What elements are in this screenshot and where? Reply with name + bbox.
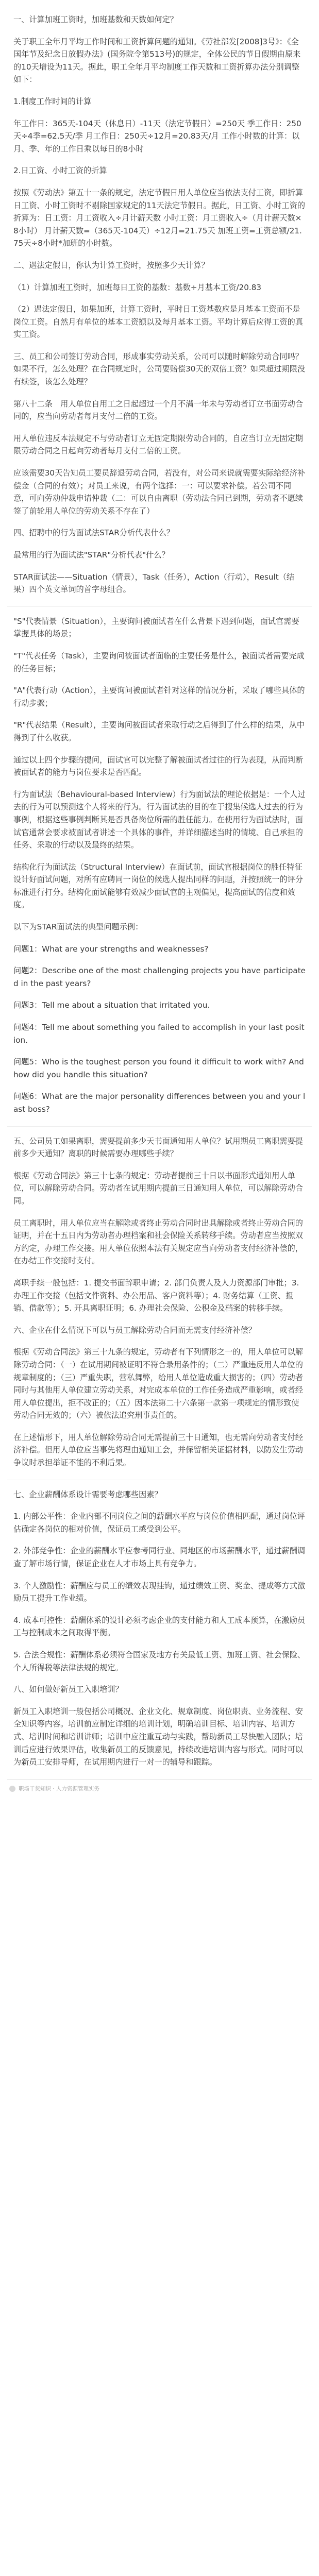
- paragraph: 二、遇法定假日，你认为计算工资时，按照多少天计算？: [13, 260, 209, 270]
- paragraph: 年工作日：365天-104天（休息日）-11天（法定节假日）=250天 季工作日：250天÷4季=62.5天/季 月工作日：250天÷12月=20.83天/月 工作小时数的计算：以月、季、年的工作日乘以每日的8小时: [13, 118, 301, 154]
- paragraph: 四、招聘中的行为面试法STAR分析代表什么？: [13, 528, 175, 538]
- footer-text: 职场干货知识 · 人力资源管理实务: [19, 1786, 100, 1792]
- paragraph: 4. 成本可控性：薪酬体系的设计必须考虑企业的支付能力和人工成本预算，在激励员工与控制成本之间取得平衡。: [13, 1615, 306, 1638]
- paragraph: 1. 内部公平性：企业内部不同岗位之间的薪酬水平应与岗位价值相匹配，通过岗位评估确定各岗位的相对价值，保证员工感受到公平。: [13, 1512, 306, 1534]
- paragraph: 根据《劳动合同法》第三十七条的规定：劳动者提前三十日以书面形式通知用人单位，可以解除劳动合同。劳动者在试用期内提前三日通知用人单位，可以解除劳动合同。: [13, 1171, 303, 1206]
- paragraph: 应该需要30天告知员工要员辞退劳动合同，若没有，对公司来说就需要实际给经济补偿金（合同的有效）；对员工来说，有两个选择：一：可以要求补偿。若公司不同意，可向劳动仲裁申请仲裁（二：可以自由离职（劳动法合同已到期，劳动者不愿续签了前轮用人单位的劳动关系不存在了）: [13, 468, 306, 516]
- paragraph: 最常用的行为面试法"STAR"分析代表"什么？: [13, 550, 170, 560]
- paragraph: （1）计算加班工资时，加班每日工资的基数：基数÷月基本工资/20.83: [13, 282, 262, 292]
- paragraph: 员工离职时，用人单位应当在解除或者终止劳动合同时出具解除或者终止劳动合同的证明，并在十五日内为劳动者办理档案和社会保险关系转移手续。劳动者应当按照双方约定，办理工作交接。用人单位依照本法有关规定应当向劳动者支付经济补偿的，在办结工作交接时支付。: [13, 1218, 303, 1266]
- paragraph: 3. 个人激励性：薪酬应与员工的绩效表现挂钩，通过绩效工资、奖金、提成等方式激励员工提升工作业绩。: [13, 1581, 306, 1603]
- paragraph: 问题1：What are your strengths and weaknesses?: [13, 944, 209, 954]
- paragraph: 六、企业在什么情况下可以与员工解除劳动合同而无需支付经济补偿？: [13, 1325, 256, 1335]
- logo-icon: [9, 1786, 15, 1792]
- paragraph: 通过以上四个步骤的提问，面试官可以完整了解被面试者过往的行为表现，从而判断被面试者的能力与岗位要求是否匹配。: [13, 755, 303, 777]
- paragraph: （2）遇法定假日，如果加班，计算工资时，平时日工资基数应是月基本工资而不是岗位工资。自然月有单位的基本工资额以及每月基本工资。平均计算后应得工资的真实工资。: [13, 304, 303, 340]
- qa-section: [7, 5, 312, 607]
- paragraph: 一、计算加班工资时，加班基数和天数如何定？: [13, 15, 178, 24]
- paragraph: 三、员工和公司签订劳动合同，形成事实劳动关系，公司可以随时解除劳动合同吗？如果不行，怎么处理？在合同规定时，公司要赔偿30天的双倍工资？如果超过期限没有续签，该怎么处理？: [13, 351, 306, 387]
- paragraph: 问题6：What are the major personality differences between you and your last boss?: [13, 1092, 306, 1114]
- paragraph: 问题2：Describe one of the most challenging projects you have participated in the past years?: [13, 966, 306, 988]
- paragraph: 行为面试法（Behavioural-based Interview）行为面试法的理论依据是：一个人过去的行为可以预测这个人将来的行为。行为面试法的目的在于搜集候选人过去的行为事例，根据这些事例判断其是否具备岗位所需的胜任能力。在使用行为面试法时，面试官通常会要求被面试者讲述一个具体的事件，并详细描述当时的情境、自己承担的任务、采取的行动以及最终的结果。: [13, 789, 306, 850]
- paragraph: 八、如何做好新员工入职培训？: [13, 1685, 123, 1694]
- paragraph: "A"代表行动（Action），主要询问被面试者针对这样的情况分析，采取了哪些具体的行动步骤；: [13, 686, 305, 708]
- paragraph: 5. 合法合规性：薪酬体系必须符合国家及地方有关最低工资、加班工资、社会保险、个人所得税等法律法规的规定。: [13, 1650, 306, 1672]
- paragraph: 离职手续一般包括：1. 提交书面辞职申请；2. 部门负责人及人力资源部门审批；3. 办理工作交接（包括文件资料、办公用品、客户资料等）；4. 财务结算（工资、报销、借款等）；5. 开具离职证明；6. 办理社会保险、公积金及档案的转移手续。: [13, 1278, 299, 1313]
- paragraph: 问题4：Tell me about something you failed to accomplish in your last position.: [13, 1023, 305, 1045]
- paragraph: 2.日工资、小时工资的折算: [13, 166, 107, 176]
- paragraph: 以下为STAR面试法的典型问题示例：: [13, 922, 143, 932]
- paragraph: STAR面试法——Situation（情景），Task（任务），Action（行动），Result（结果）四个英文单词的首字母组合。: [13, 572, 295, 595]
- qa-section: [7, 1127, 312, 1480]
- page-footer: [7, 1780, 312, 1798]
- paragraph: 按照《劳动法》第五十一条的规定，法定节假日用人单位应当依法支付工资，即折算日工资、小时工资时不剔除国家规定的11天法定节假日。据此，日工资、小时工资的折算为：日工资：月工资收入÷月计薪天数 小时工资：月工资收入÷（月计薪天数×8小时） 月计薪天数=（365天-104天）÷12月=21.75天 加班工资=工资总额/21.75天÷8小时*加班的小时数。: [13, 188, 306, 248]
- paragraph: 五、公司员工如果离职，需要提前多少天书面通知用人单位？试用期员工离职需要提前多少天通知？离职的时候需要办理哪些手续？: [13, 1136, 303, 1159]
- paragraph: 在上述情形下，用人单位解除劳动合同无需提前三十日通知，也无需向劳动者支付经济补偿。但用人单位应当事先将理由通知工会，并保留相关证据材料，以防发生劳动争议时承担举证不能的不利后果。: [13, 1432, 303, 1468]
- paragraph: 用人单位违反本法规定不与劳动者订立无固定期限劳动合同的，自应当订立无固定期限劳动合同之日起向劳动者每月支付二倍的工资。: [13, 433, 303, 456]
- paragraph: "R"代表结果（Result），主要询问被面试者采取行动之后得到了什么样的结果，从中得到了什么收获。: [13, 720, 305, 742]
- paragraph: 1.制度工作时间的计算: [13, 96, 92, 106]
- paragraph: 第八十二条 用人单位自用工之日起超过一个月不满一年未与劳动者订立书面劳动合同的，应当向劳动者每月支付二倍的工资。: [13, 399, 303, 421]
- paragraph: 七、企业薪酬体系设计需要考虑哪些因素？: [13, 1489, 162, 1499]
- paragraph: "T"代表任务（Task），主要询问被面试者面临的主要任务是什么，被面试者需要完成的任务目标；: [13, 651, 305, 673]
- paragraph: 问题3：Tell me about a situation that irritated you.: [13, 1001, 210, 1010]
- paragraph: 结构化行为面试法（Structural Interview）在面试前，面试官根据岗位的胜任特征设计好面试问题，对所有应聘同一岗位的候选人提出同样的问题，并按照统一的评分标准进行打分。结构化面试能够有效减少面试官的主观偏见，提高面试的信度和效度。: [13, 862, 303, 910]
- paragraph: 关于职工全年月平均工作时间和工资折算问题的通知。《劳社部发[2008]3号》：《全国年节及纪念日放假办法》(国务院令第513号)的规定，全体公民的节日假期由原来的10天增设为11天。据此，职工全年月平均制度工作天数和工资折算办法分别调整如下：: [13, 37, 301, 84]
- paragraph: 根据《劳动合同法》第三十九条的规定，劳动者有下列情形之一的，用人单位可以解除劳动合同：（一）在试用期间被证明不符合录用条件的；（二）严重违反用人单位的规章制度的；（三）严重失职，营私舞弊，给用人单位造成重大损害的；（四）劳动者同时与其他用人单位建立劳动关系，对完成本单位的工作任务造成严重影响，或者经用人单位提出，拒不改正的；（五）因本法第二十六条第一款第一项规定的情形致使劳动合同无效的；（六）被依法追究刑事责任的。: [13, 1347, 303, 1420]
- document-page: [7, 0, 312, 1798]
- paragraph: "S"代表情景（Situation），主要询问被面试者在什么背景下遇到问题，面试官需要掌握具体的场景；: [13, 616, 299, 639]
- qa-section: [7, 607, 312, 1127]
- paragraph: 2. 外部竞争性：企业的薪酬水平应参考同行业、同地区的市场薪酬水平，通过薪酬调查了解市场行情，保证企业在人才市场上具有竞争力。: [13, 1546, 306, 1569]
- qa-section: [7, 1480, 312, 1780]
- paragraph: 问题5：Who is the toughest person you found it difficult to work with? And how did you handle this situation?: [13, 1057, 304, 1079]
- paragraph: 新员工入职培训一般包括公司概况、企业文化、规章制度、岗位职责、业务流程、安全知识等内容。培训前应制定详细的培训计划，明确培训目标、培训内容、培训方式、培训时间和培训讲师；培训中应注重互动与实践，帮助新员工尽快融入团队；培训后应进行效果评估，收集新员工的反馈意见，持续改进培训内容与形式。同时可以为新员工安排导师，在试用期内进行一对一的辅导和跟踪。: [13, 1706, 303, 1767]
